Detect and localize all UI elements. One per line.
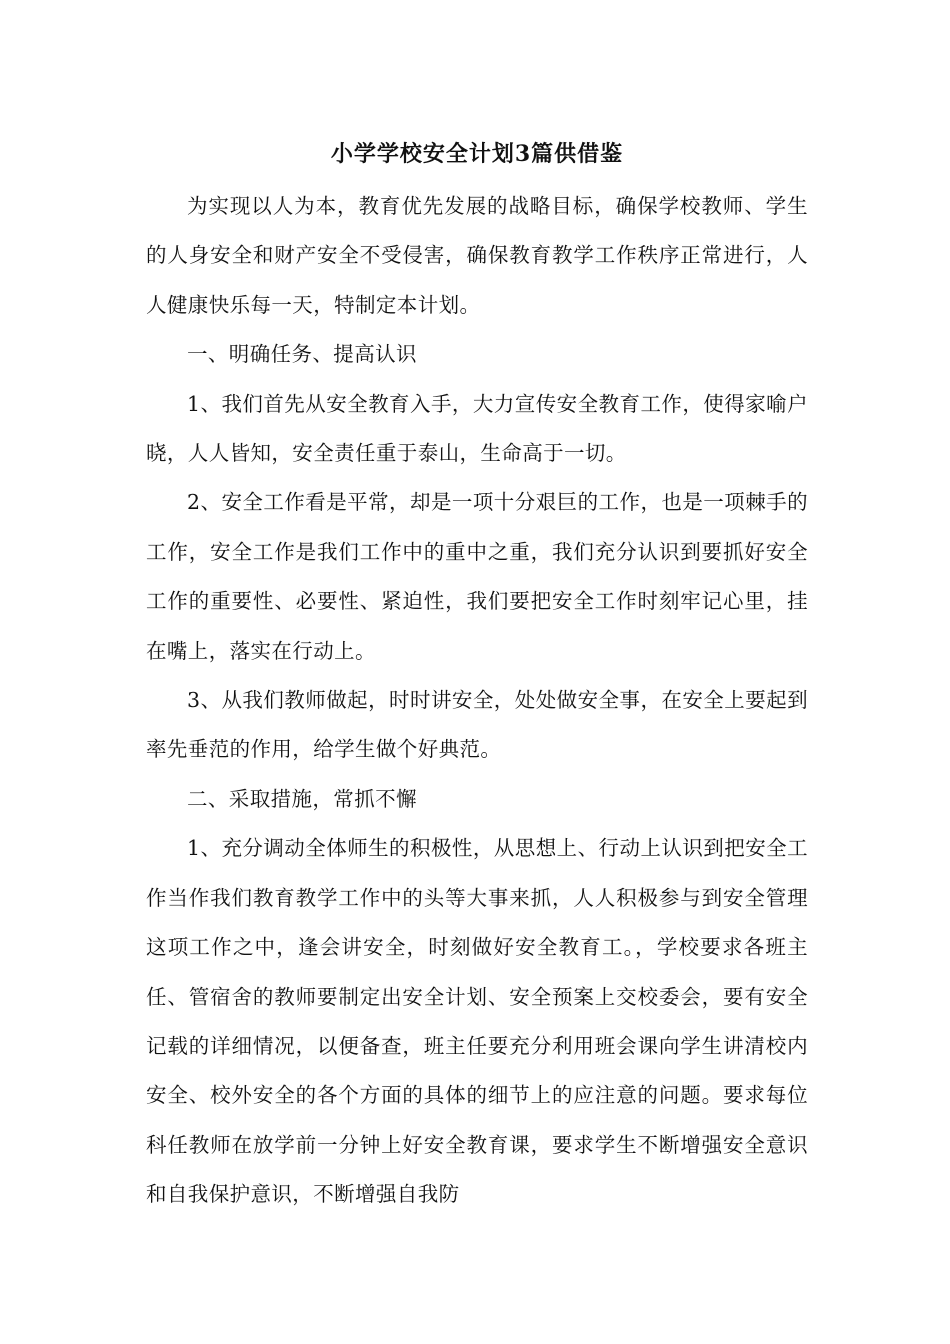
- document-title: 小学学校安全计划3篇供借鉴: [330, 141, 624, 167]
- paragraph-1-2: 2、安全工作看是平常，却是一项十分艰巨的工作，也是一项棘手的工作，安全工作是我们工作中的重中之重，我们充分认识到要抓好安全工作的重要性、必要性、紧迫性，我们要把安全工作时刻牢记心里，挂在嘴上，落实在行动上。: [146, 490, 808, 663]
- intro-paragraph: 为实现以人为本，教育优先发展的战略目标，确保学校教师、学生的人身安全和财产安全不受侵害，确保教育教学工作秩序正常进行，人人健康快乐每一天，特制定本计划。: [146, 194, 808, 317]
- section-heading-2: 二、采取措施，常抓不懈: [187, 786, 417, 811]
- paragraph-2-1: 1、充分调动全体师生的积极性，从思想上、行动上认识到把安全工作当作我们教育教学工作中的头等大事来抓，人人积极参与到安全管理这项工作之中，逢会讲安全，时刻做好安全教育工。，学校要求各班主任、管宿舍的教师要制定出安全计划、安全预案上交校委会，要有安全记载的详细情况，以便备查，班主任要充分利用班会课向学生讲清校内安全、校外安全的各个方面的具体的细节上的应注意的问题。要求每位科任教师在放学前一分钟上好安全教育课，要求学生不断增强安全意识和自我保护意识，不断增强自我防: [146, 836, 808, 1207]
- paragraph-1-3: 3、从我们教师做起，时时讲安全，处处做安全事，在安全上要起到率先垂范的作用，给学生做个好典范。: [146, 688, 808, 762]
- section-heading-1: 一、明确任务、提高认识: [187, 342, 417, 367]
- document-body: [146, 182, 808, 1220]
- paragraph-1-1: 1、我们首先从安全教育入手，大力宣传安全教育工作，使得家喻户晓，人人皆知，安全责任重于泰山，生命高于一切。: [146, 391, 808, 466]
